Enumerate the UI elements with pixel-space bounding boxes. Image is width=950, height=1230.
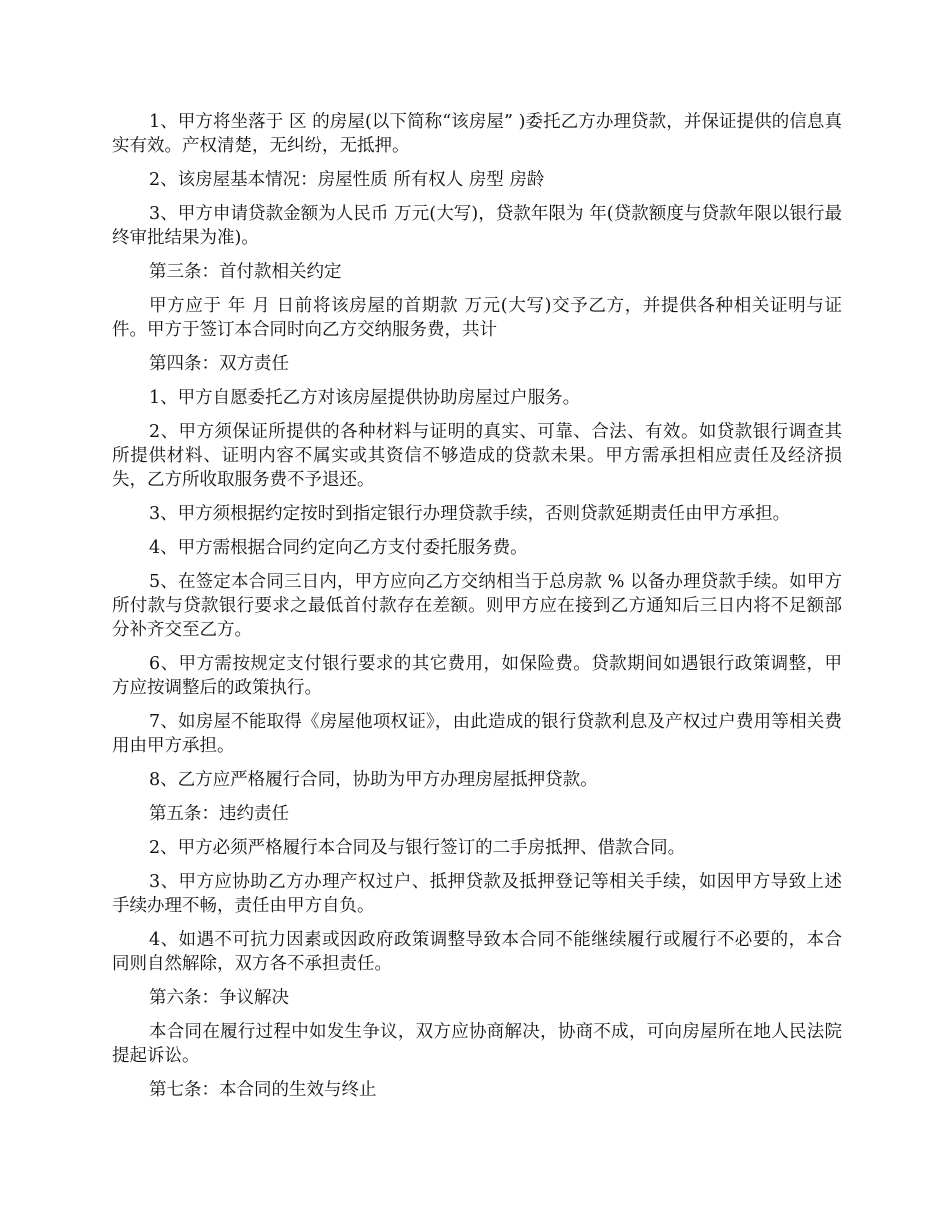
document-body [112, 110, 842, 1112]
clause-paragraph: 4、如遇不可抗力因素或因政府政策调整导致本合同不能继续履行或履行不必要的，本合同则自然解除，双方各不承担责任。 [112, 930, 842, 974]
clause-paragraph: 8、乙方应严格履行合同，协助为甲方办理房屋抵押贷款。 [149, 770, 598, 790]
clause-paragraph: 3、甲方应协助乙方办理产权过户、抵押贷款及抵押登记等相关手续，如因甲方导致上述手续办理不畅，责任由甲方自负。 [112, 872, 842, 916]
section-heading: 第六条：争议解决 [149, 988, 289, 1008]
clause-paragraph: 2、甲方必须严格履行本合同及与银行签订的二手房抵押、借款合同。 [149, 838, 686, 858]
clause-paragraph: 1、甲方自愿委托乙方对该房屋提供协助房屋过户服务。 [149, 388, 581, 408]
clause-paragraph: 2、甲方须保证所提供的各种材料与证明的真实、可靠、合法、有效。如贷款银行调查其所提供材料、证明内容不属实或其资信不够造成的贷款未果。甲方需承担相应责任及经济损失，乙方所收取服务费不予退还。 [112, 422, 842, 490]
clause-paragraph: 1、甲方将坐落于 区 的房屋(以下简称“该房屋” )委托乙方办理贷款，并保证提供的信息真实有效。产权清楚，无纠纷，无抵押。 [112, 112, 842, 156]
section-heading: 第四条：双方责任 [149, 354, 289, 374]
clause-paragraph: 3、甲方申请贷款金额为人民币 万元(大写)，贷款年限为 年(贷款额度与贷款年限以银行最终审批结果为准)。 [112, 204, 842, 248]
clause-paragraph: 4、甲方需根据合同约定向乙方支付委托服务费。 [149, 538, 528, 558]
clause-paragraph: 本合同在履行过程中如发生争议，双方应协商解决，协商不成，可向房屋所在地人民法院提起诉讼。 [112, 1022, 842, 1066]
clause-paragraph: 3、甲方须根据约定按时到指定银行办理贷款手续，否则贷款延期责任由甲方承担。 [149, 504, 791, 524]
clause-paragraph: 6、甲方需按规定支付银行要求的其它费用，如保险费。贷款期间如遇银行政策调整，甲方应按调整后的政策执行。 [112, 654, 842, 698]
clause-paragraph: 2、该房屋基本情况：房屋性质 所有权人 房型 房龄 [149, 170, 545, 190]
clause-paragraph: 7、如房屋不能取得《房屋他项权证》，由此造成的银行贷款利息及产权过户费用等相关费用由甲方承担。 [112, 712, 842, 756]
section-heading: 第七条：本合同的生效与终止 [149, 1080, 377, 1100]
clause-paragraph: 5、在签定本合同三日内，甲方应向乙方交纳相当于总房款 % 以备办理贷款手续。如甲方所付款与贷款银行要求之最低首付款存在差额。则甲方应在接到乙方通知后三日内将不足额部分补齐交至乙方。 [112, 572, 842, 640]
clause-paragraph: 甲方应于 年 月 日前将该房屋的首期款 万元(大写)交予乙方，并提供各种相关证明与证件。甲方于签订本合同时向乙方交纳服务费，共计 [112, 296, 842, 340]
section-heading: 第三条：首付款相关约定 [149, 262, 342, 282]
section-heading: 第五条：违约责任 [149, 804, 289, 824]
